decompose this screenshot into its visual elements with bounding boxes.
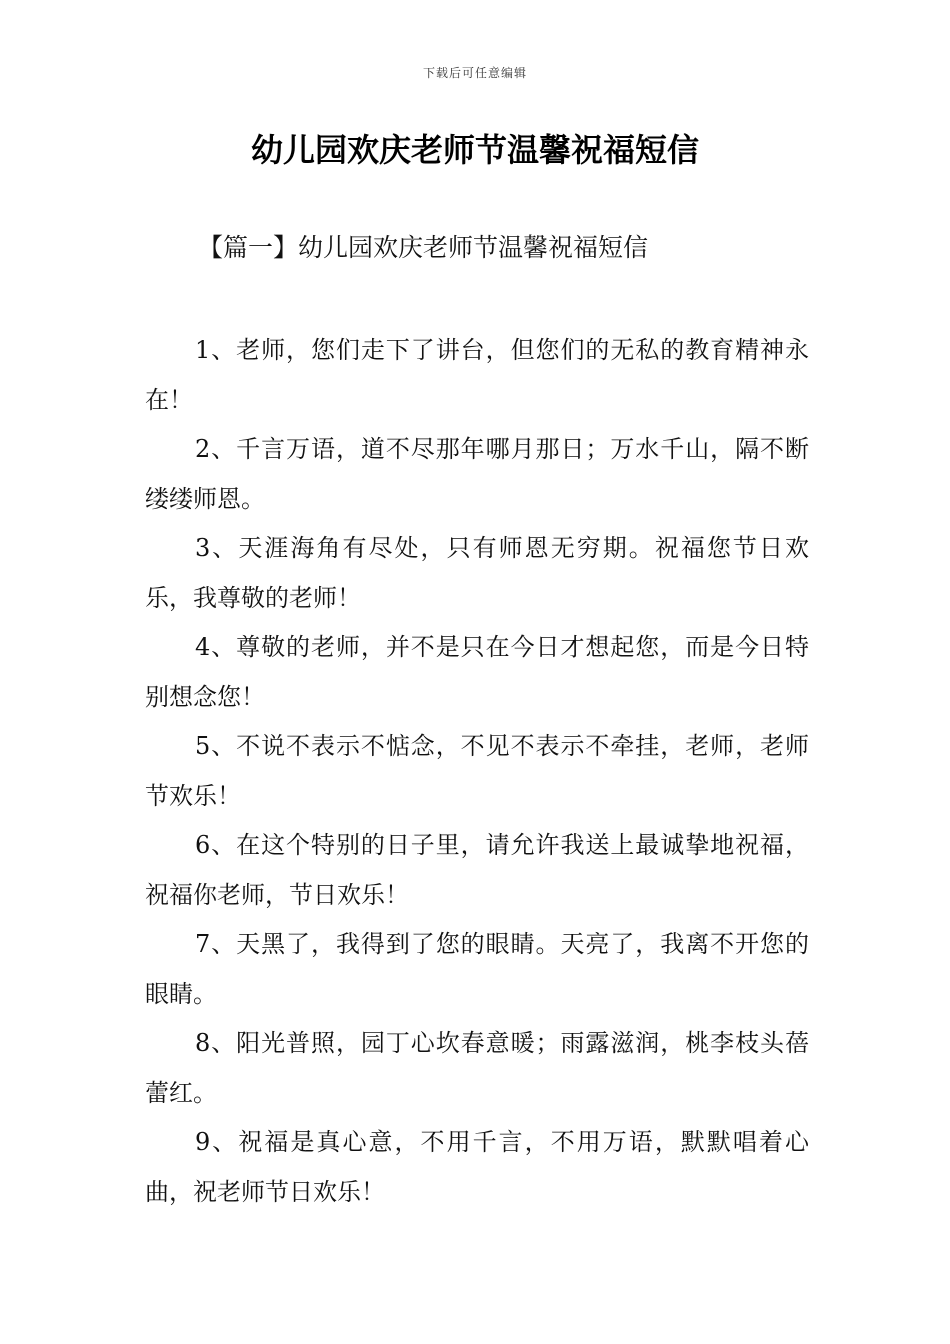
header-note: 下载后可任意编辑 bbox=[422, 66, 527, 80]
message-paragraph-5: 5、不说不表示不惦念，不见不表示不牵挂，老师，老师节欢乐！ bbox=[145, 732, 809, 810]
message-paragraph-6: 6、在这个特别的日子里，请允许我送上最诚挚地祝福，祝福你老师，节日欢乐！ bbox=[145, 831, 809, 909]
message-paragraph-7: 7、天黑了，我得到了您的眼睛。天亮了，我离不开您的眼睛。 bbox=[145, 930, 809, 1008]
message-paragraph-8: 8、阳光普照，园丁心坎春意暖；雨露滋润，桃李枝头蓓蕾红。 bbox=[145, 1029, 809, 1107]
message-paragraph-2: 2、千言万语，道不尽那年哪月那日；万水千山，隔不断缕缕师恩。 bbox=[145, 435, 809, 513]
message-paragraph-9: 9、祝福是真心意，不用千言，不用万语，默默唱着心曲，祝老师节日欢乐！ bbox=[145, 1128, 809, 1206]
message-paragraph-3: 3、天涯海角有尽处，只有师恩无穷期。祝福您节日欢乐，我尊敬的老师！ bbox=[145, 534, 809, 612]
document-title: 幼儿园欢庆老师节温馨祝福短信 bbox=[250, 131, 699, 169]
message-paragraph-1: 1、老师，您们走下了讲台，但您们的无私的教育精神永在！ bbox=[145, 336, 809, 414]
message-paragraph-4: 4、尊敬的老师，并不是只在今日才想起您，而是今日特别想念您！ bbox=[145, 633, 809, 711]
document-body bbox=[145, 326, 809, 1217]
section-heading: 【篇一】幼儿园欢庆老师节温馨祝福短信 bbox=[198, 233, 649, 262]
